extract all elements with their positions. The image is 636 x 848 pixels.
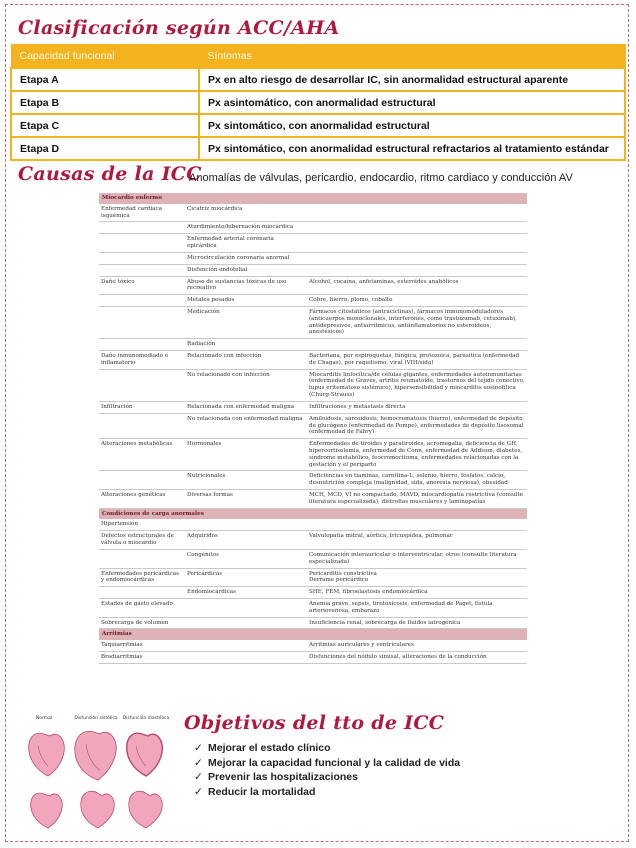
causes-examples: Insuficiencia renal, sobrecarga de fluidos iatrogénica (307, 617, 527, 629)
causas-subtitle: Anomalías de válvulas, pericardio, endocardio, ritmo cardiaco y conducción AV (189, 172, 573, 184)
causes-row (99, 617, 527, 629)
causes-section-header (99, 629, 527, 640)
causes-subcategory: Nutricionales (185, 471, 307, 490)
heart-diastolic-icon (127, 733, 163, 776)
causes-examples (307, 204, 527, 222)
causes-examples: Infiltraciones y metástasis directa (307, 401, 527, 413)
heart-row2-icon (31, 791, 163, 828)
objetivo-item (194, 771, 460, 786)
causes-category (99, 264, 185, 276)
objetivos-list (194, 742, 460, 800)
causes-subcategory (185, 519, 307, 530)
stage-name: Etapa D (11, 137, 199, 160)
causes-row (99, 295, 527, 307)
causes-row (99, 549, 527, 568)
causes-subcategory: Enfermedad arterial coronaria epicárdica (185, 234, 307, 253)
causes-row (99, 519, 527, 530)
causes-row (99, 339, 527, 351)
causes-row (99, 587, 527, 599)
causes-examples (307, 339, 527, 351)
causes-examples: Anemia grave, sepsis, tirotoxicosis, enfermedad de Paget, fístula arteriovenosa, embarazo (307, 598, 527, 617)
check-icon: ✓ (194, 742, 203, 754)
causes-row (99, 204, 527, 222)
heart-normal-icon (29, 733, 65, 776)
causes-row (99, 640, 527, 651)
causes-category (99, 369, 185, 401)
causes-row (99, 306, 527, 338)
causes-row (99, 234, 527, 253)
causes-category (99, 295, 185, 307)
causes-examples: Bacteriana, por espiroquetas, fúngica, protozoica, parasítica (enfermedad de Chagas), por raquitismo, viral (VIH/sida) (307, 351, 527, 370)
clasificacion-title: Clasificación según ACC/AHA (18, 17, 340, 39)
illustration-label: Disfunción diastólica (122, 716, 170, 721)
check-icon: ✓ (194, 771, 203, 783)
stage-row (11, 114, 625, 137)
illustration-label: Disfunción sistólica (74, 716, 118, 721)
causes-examples: Cobre, hierro, plomo, cobalto (307, 295, 527, 307)
causes-subcategory (185, 598, 307, 617)
causes-subcategory: Microcirculación coronaria anormal (185, 252, 307, 264)
causes-examples: MCH, MCD, VI no compactado, MAVD, miocardiopatía restrictiva (consulte literatura especializada), distrofias musculares y laminopatías (307, 490, 527, 509)
causes-subcategory: Pericárdicas (185, 568, 307, 587)
causes-examples: Enfermedades de tiroides y paratiroides, acromegalia, deficiencia de GH, hipercortisolemia, enfermedad de Conn, enfermedad de Addison, diabetes, síndrome metabólico, feocromocitoma, enfermedades relacionadas con la gestación y el periparto (307, 439, 527, 471)
stage-name: Etapa C (11, 114, 199, 137)
causes-category (99, 306, 185, 338)
causes-examples: SHE, FEM, fibroelastosis endomiocárdica (307, 587, 527, 599)
causes-category (99, 234, 185, 253)
check-icon: ✓ (194, 756, 203, 769)
causes-subcategory: No relacionada con enfermedad maligna (185, 413, 307, 438)
causes-subcategory (185, 640, 307, 651)
causes-subcategory: Diversas formas (185, 490, 307, 509)
stage-symptom: Px sintomático, con anormalidad estructural refractarios al tratamiento estándar (199, 137, 625, 160)
causes-category (99, 252, 185, 264)
causes-row (99, 401, 527, 413)
header-sintomas: Síntomas (199, 45, 625, 69)
causes-subcategory: Congénitos (185, 549, 307, 568)
causes-subcategory: Metales pesados (185, 295, 307, 307)
causes-section-header (99, 508, 527, 519)
objetivo-text: Prevenir las hospitalizaciones (208, 771, 358, 783)
causes-subcategory: Hormonales (185, 439, 307, 471)
stage-symptom: Px sintomático, con anormalidad estructural (199, 114, 625, 137)
causes-examples (307, 519, 527, 530)
stages-table (10, 44, 626, 161)
causes-row (99, 490, 527, 509)
causes-section-header (99, 193, 527, 204)
causes-examples: Valvulopatía mitral, aórtica, tricuspídea, pulmonar (307, 531, 527, 550)
stage-symptom: Px asintomático, con anormalidad estructural (199, 91, 625, 114)
causas-title: Causas de la ICC (18, 163, 202, 185)
causes-category (99, 549, 185, 568)
causes-section-title: Miocardio enfermo (99, 193, 527, 204)
objetivo-text: Reducir la mortalidad (208, 785, 316, 798)
causes-subcategory: No relacionado con infección (185, 369, 307, 401)
causes-category: Enfermedades pericárdicas y endomiocárdicas (99, 568, 185, 587)
causes-row (99, 222, 527, 234)
stage-symptom: Px en alto riesgo de desarrollar IC, sin anormalidad estructural aparente (199, 68, 625, 91)
header-capacidad: Capacidad funcional (11, 45, 199, 69)
causes-category: Taquiarritmias (99, 640, 185, 651)
causes-category: Estados de gasto elevado (99, 598, 185, 617)
stage-name: Etapa A (11, 68, 199, 91)
causes-subcategory: Relacionada con enfermedad maligna (185, 401, 307, 413)
causes-row (99, 264, 527, 276)
causes-examples: Fármacos citostáticos (antraciclinas), fármacos inmunomoduladores (anticuerpos monoclonales, interferones, como trastuzumab, cetuximab), antidepresivos, antiarrítmicos, antiinflamatorios no esteroideos, anestésicos) (307, 306, 527, 338)
objetivo-item (194, 757, 460, 772)
check-icon: ✓ (194, 785, 203, 798)
causes-category: Alteraciones genéticas (99, 490, 185, 509)
causes-examples: Pericarditis constrictiva Derrame pericárdico (307, 568, 527, 587)
causes-row (99, 439, 527, 471)
causes-category: Bradiarritmias (99, 652, 185, 664)
causes-examples: Disfunciones del nódulo sinusal, alteraciones de la conducción (307, 652, 527, 664)
causes-row (99, 531, 527, 550)
heart-illustration (14, 712, 174, 832)
causes-category: Sobrecarga de volumen (99, 617, 185, 629)
causes-subcategory: Medicación (185, 306, 307, 338)
heart-systolic-icon (75, 731, 116, 780)
causes-category (99, 471, 185, 490)
causes-row (99, 652, 527, 664)
causes-subcategory (185, 652, 307, 664)
causes-category (99, 339, 185, 351)
causes-subcategory: Endomiocárdicas (185, 587, 307, 599)
stage-row (11, 68, 625, 91)
causes-subcategory: Abuso de sustancias tóxicas de uso recreativo (185, 276, 307, 295)
objetivo-text: Mejorar el estado clínico (208, 742, 331, 754)
causes-row (99, 471, 527, 490)
causes-category: Daño tóxico (99, 276, 185, 295)
stage-row (11, 137, 625, 160)
objetivo-text: Mejorar la capacidad funcional y la calidad de vida (208, 756, 461, 769)
causes-examples: Comunicación interauricular o interventricular, otros (consulte literatura especializada) (307, 549, 527, 568)
objetivo-item (194, 742, 460, 757)
causes-examples: Arritmias auriculares y ventriculares (307, 640, 527, 651)
causes-row (99, 413, 527, 438)
causes-category: Alteraciones metabólicas (99, 439, 185, 471)
stages-header-row (11, 45, 625, 69)
causes-category: Daño inmunomediado e inflamatorio (99, 351, 185, 370)
causes-subcategory: Radiación (185, 339, 307, 351)
causes-category: Enfermedad cardiaca isquémica (99, 204, 185, 222)
causes-examples (307, 222, 527, 234)
causes-examples: Amiloidosis, sarcoidosis, hemocromatosis (hierro), enfermedad de depósito de glucógeno (enfermedad de Pompe), enfermedades de depósito lisosomal (enfermedad de Fabry) (307, 413, 527, 438)
causes-examples: Deficiencias en tiaminas, carnitina-L, selenio, hierro, fosfatos, calcio, desnutrición compleja (malignidad, sida, anorexia nerviosa), obesidad (307, 471, 527, 490)
causes-examples (307, 234, 527, 253)
stage-name: Etapa B (11, 91, 199, 114)
causes-examples: Miocarditis linfocítica/de células gigantes, enfermedades autoinmunitarias (enfermedad de Graves, artritis reumatoide, trastornos del tejido conectivo, lupus eritematoso sistémico), hipersensibilidad y miocarditis eosinofílica (Churg-Strauss) (307, 369, 527, 401)
causes-subcategory: Relacionado con infección (185, 351, 307, 370)
causes-subcategory: Cicatriz miocárdica (185, 204, 307, 222)
causes-row (99, 276, 527, 295)
causes-section-title: Arritmias (99, 629, 527, 640)
causes-category: Defectos estructurales de válvula o miocardio (99, 531, 185, 550)
stage-row (11, 91, 625, 114)
objetivo-item (194, 786, 460, 801)
causes-section-title: Condiciones de carga anormales (99, 508, 527, 519)
causes-examples (307, 252, 527, 264)
causes-category (99, 222, 185, 234)
causes-category (99, 587, 185, 599)
causes-table (99, 193, 527, 664)
causes-row (99, 568, 527, 587)
causes-row (99, 351, 527, 370)
causes-subcategory (185, 617, 307, 629)
objetivos-title: Objetivos del tto de ICC (184, 712, 445, 734)
causes-subcategory: Disfunción endotelial (185, 264, 307, 276)
causes-row (99, 369, 527, 401)
causes-examples: Alcohol, cocaína, anfetaminas, esteroides anabólicos (307, 276, 527, 295)
causes-row (99, 252, 527, 264)
causes-examples (307, 264, 527, 276)
causes-category: Hipertensión (99, 519, 185, 530)
causes-category: Infiltración (99, 401, 185, 413)
causes-row (99, 598, 527, 617)
causes-category (99, 413, 185, 438)
causes-subcategory: Adquiridos (185, 531, 307, 550)
causes-subcategory: Aturdimiento/hibernación miocárdica (185, 222, 307, 234)
illustration-label: Normal (35, 716, 53, 721)
